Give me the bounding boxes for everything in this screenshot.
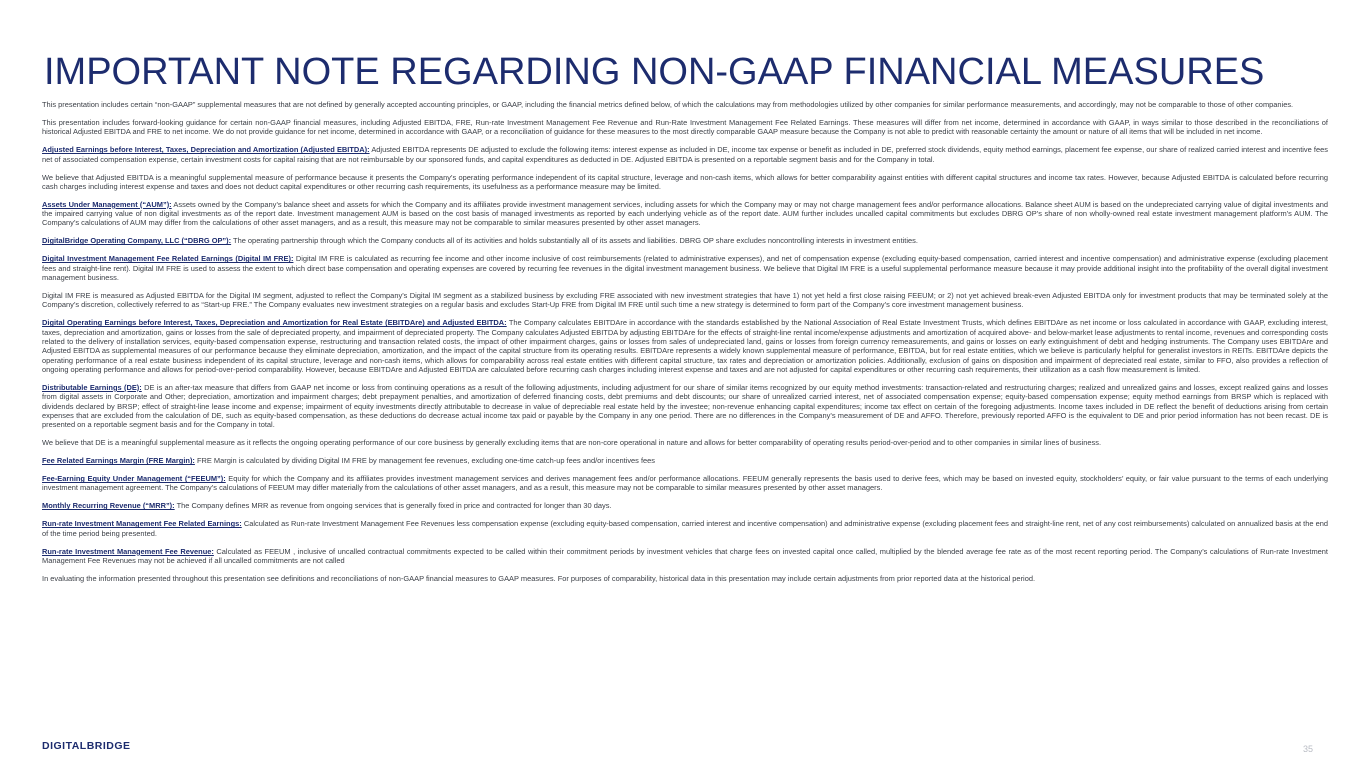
term-label: Run-rate Investment Management Fee Related Earnings: bbox=[42, 519, 242, 529]
body-text bbox=[42, 100, 1328, 592]
paragraph-text: The Company defines MRR as revenue from ongoing services that is generally fixed in price and contracted for longer than 30 days. bbox=[174, 501, 612, 511]
paragraph bbox=[42, 383, 1328, 430]
paragraph bbox=[42, 474, 1328, 493]
paragraph-text: Equity for which the Company and its affiliates provides investment management services and derives management fees and/or performance allocations. FEEUM generally represents the basis used to derive fees, which may be based on invested equity, stockholders’ equity, or fair value pursuant to the terms of each underlying investment management agreement. The Company’s calculations of FEEUM may differ materially from the calculations of other asset managers, and as a result, this measure may not be comparable to similar measures presented by other asset managers. bbox=[42, 474, 1328, 493]
paragraph-text: Assets owned by the Company’s balance sheet and assets for which the Company and its affiliates provide investment management services, including assets for which the Company may or may not charge management fees and/or performance allocations. Balance sheet AUM is based on the undepreciated carrying value of digital investments and the impaired carrying value of non digital investments as of the report date. Investment management AUM is based on the cost basis of managed investments as reported by each underlying vehicle as of the report date. AUM further includes uncalled capital commitments but excludes DBRG OP’s share of non wholly-owned real estate investment management platform’s AUM. The Company’s calculations of AUM may differ from the calculations of other asset managers, and as a result, this measure may not be comparable to similar measures presented by other asset managers. bbox=[42, 199, 1328, 228]
paragraph-text: The Company calculates EBITDAre in accordance with the standards established by the National Association of Real Estate Investment Trusts, which defines EBITDAre as net income or loss calculated in accordance with GAAP, excluding interest, taxes, depreciation and amortization, gains or losses from the sale of depreciated property, and impairment of depreciated property. The Company calculates Adjusted EBITDA by adjusting EBITDAre for the effects of straight-line rental income/expense adjustments and amortization of acquired above- and below-market lease adjustments to rental income, revenues and corresponding costs related to the delivery of installation services, equity-based compensation expense, restructuring and transaction related costs, the impact of other impairment charges, gains or losses from sales of undepreciated land, gains or losses from foreign currency remeasurements, and gains or losses on early extinguishment of debt and hedging instruments. The Company uses EBITDAre and Adjusted EBITDA as supplemental measures of our performance because they eliminate depreciation, amortization, and the impact of the capital structure from its operating results. EBITDAre represents a widely known supplemental measure of performance, EBITDA, but for real estate entities, which we believe is particularly helpful for generalist investors in REITs. EBITDAre depicts the operating performance of a real estate business independent of its capital structure, leverage and non-cash items, which allows for comparability across real estate entities with different capital structure, tax rates and depreciation or amortization policies. Additionally, exclusion of gains on disposition and impairment of depreciated real estate, similar to FFO, also provides a reflection of ongoing operating performance and allows for period-over-period comparability. However, because EBITDAre and Adjusted EBITDA are calculated before recurring cash charges including interest expense and taxes and are not adjusted for capital expenditures or other recurring cash requirements, their utilization as a cash flow measurement is limited. bbox=[42, 318, 1329, 374]
logo-text: DIGITALBRIDGE bbox=[42, 740, 131, 752]
term-label: Monthly Recurring Revenue (“MRR”): bbox=[42, 501, 175, 511]
paragraph bbox=[42, 100, 1328, 109]
page-title: IMPORTANT NOTE REGARDING NON-GAAP FINANCIAL MEASURES bbox=[44, 51, 1265, 93]
term-label: Distributable Earnings (DE): bbox=[42, 382, 142, 392]
paragraph-text: FRE Margin is calculated by dividing Digital IM FRE by management fee revenues, excluding one-time catch-up fees and/or incentives fees bbox=[194, 456, 656, 466]
paragraph-text: Adjusted EBITDA represents DE adjusted to exclude the following items: interest expense as included in DE, income tax expense or benefit as included in DE, preferred stock dividends, equity method earnings, placement fee expense, our share of realized carried interest and incentive fees net of associated compensation expense, certain investment costs for capital raising that are not reimbursable by our sponsored funds, and capital expenditures as deducted in DE. Adjusted EBITDA is presented on a reportable segment basis and for the Company in total. bbox=[42, 145, 1328, 164]
term-label: Fee Related Earnings Margin (FRE Margin): bbox=[42, 456, 195, 466]
paragraph bbox=[42, 438, 1328, 447]
paragraph bbox=[42, 291, 1328, 310]
paragraph-text: This presentation includes certain “non-GAAP” supplemental measures that are not defined by generally accepted accounting principles, or GAAP, including the financial metrics defined below, of which the calculations may from methodologies utilized by other companies for similar performance measurements, and accordingly, may not be comparable to those of other companies. bbox=[42, 100, 1294, 109]
paragraph-text: This presentation includes forward-looking guidance for certain non-GAAP financial measures, including Adjusted EBITDA, FRE, Run-rate Investment Management Fee Revenue and Run-Rate Investment Management Fee Related Earnings. These measures will differ from net income, determined in accordance with GAAP, in ways similar to those described in the reconciliations of historical Adjusted EBITDA and FRE to net income. We do not provide guidance for net income, determined in accordance with GAAP, or a reconciliation of guidance for these measures to the most directly comparable GAAP measure because the Company is not able to predict with reasonable certainty the amount or nature of all items that will be included in net income. bbox=[42, 117, 1328, 137]
paragraph-text: Calculated as Run-rate Investment Management Fee Revenues less compensation expense (excluding equity-based compensation, carried interest and incentive compensation) and administrative expense (excluding placement fees and straight-line rent, net of any cost reimbursements) calculated on annualized basis at the end of the time period being presented. bbox=[42, 519, 1328, 538]
paragraph bbox=[42, 318, 1328, 374]
term-label: Fee-Earning Equity Under Management (“FEEUM”): bbox=[42, 474, 226, 484]
paragraph bbox=[42, 254, 1328, 282]
paragraph bbox=[42, 456, 1328, 465]
term-label: Run-rate Investment Management Fee Revenue: bbox=[42, 546, 214, 556]
paragraph-text: In evaluating the information presented throughout this presentation see definitions and reconciliations of non-GAAP financial measures to GAAP measures. For purposes of comparability, historical data in this presentation may include certain adjustments from prior reported data at the historical period. bbox=[42, 573, 1036, 583]
paragraph-text: We believe that Adjusted EBITDA is a meaningful supplemental measure of performance because it presents the Company’s operating performance independent of its capital structure, leverage and non-cash items, which allows for better comparability against entities with different capital structures and income tax rates. However, because Adjusted EBITDA is calculated before recurring cash charges including interest expense and taxes and does not deduct capital expenditures or other recurring cash requirements, its usefulness as a performance measure may be limited. bbox=[42, 172, 1328, 191]
paragraph bbox=[42, 173, 1328, 192]
term-label: Digital Operating Earnings before Interest, Taxes, Depreciation and Amortization for Real Estate (EBITDAre) and Adjusted EBITDA: bbox=[42, 318, 507, 328]
paragraph-text: Digital IM FRE is measured as Adjusted EBITDA for the Digital IM segment, adjusted to reflect the Company’s Digital IM segment as a stabilized business by excluding FRE associated with new investment strategies that have 1) not yet held a first close raising FEEUM; or 2) not yet achieved break-even Adjusted EBITDA only for investment products that may be terminated solely at the Company’s discretion, collectively referred to as “Start-up FRE.” The Company evaluates new investment strategies on a regular basis and excludes Start-Up FRE from Digital IM FRE until such time a new strategy is determined to form part of the Company’s core investment management business. bbox=[42, 290, 1328, 310]
paragraph bbox=[42, 118, 1328, 137]
term-label: Digital Investment Management Fee Related Earnings (Digital IM FRE): bbox=[42, 254, 294, 264]
paragraph bbox=[42, 547, 1328, 566]
paragraph-text: We believe that DE is a meaningful supplemental measure as it reflects the ongoing operating performance of our core business by generally excluding items that are non-core operational in nature and allows for better comparability of operating results period-over-period and to other companies in similar lines of business. bbox=[42, 438, 1102, 448]
paragraph bbox=[42, 501, 1328, 510]
digitalbridge-logo bbox=[42, 740, 131, 752]
paragraph-text: DE is an after-tax measure that differs from GAAP net income or loss from continuing operations as a result of the following adjustments, including adjustment for our share of similar items recognized by our equity method investments: transaction-related and restructuring charges; realized and unrealized gains and losses, except realized gains and losses from digital assets in Corporate and Other; depreciation, amortization and impairment charges; debt prepayment penalties, and amortization of deferred financing costs, debt premiums and debt discounts; our share of unrealized carried interest, net of associated compensation expense; equity-based compensation expense; equity method earnings from BRSP which is replaced with dividends declared by BRSP; effect of straight-line lease income and expense; impairment of equity investments directly attributable to decrease in value of depreciable real estate held by the investee; non-revenue enhancing capital expenditures; income tax effect on certain of the foregoing adjustments. Income taxes included in DE reflect the benefit of deductions arising from certain expenses that are excluded from the calculation of DE, such as equity-based compensation, as these deductions do decrease actual income tax paid or payable by the Company in any one period. There are no differences in the Company’s measurement of DE and AFFO. Therefore, previously reported AFFO is the equivalent to DE and prior period information has not been recast. DE is presented on a reportable segment basis and for the Company in total. bbox=[42, 382, 1328, 430]
paragraph-text: Calculated as FEEUM , inclusive of uncalled contractual commitments expected to be called within their commitment periods by investment vehicles that charge fees on invested capital once called, multiplied by the blended average fee rate as of the most recent reporting period. The Company’s calculations of Run-rate Investment Management Fee Revenues may not be achieved if all uncalled commitments are not called bbox=[42, 546, 1328, 565]
paragraph bbox=[42, 200, 1328, 228]
paragraph bbox=[42, 519, 1328, 538]
paragraph bbox=[42, 145, 1328, 164]
term-label: Assets Under Management (“AUM”): bbox=[42, 199, 172, 209]
paragraph bbox=[42, 236, 1328, 245]
paragraph bbox=[42, 574, 1328, 583]
term-label: Adjusted Earnings before Interest, Taxes, Depreciation and Amortization (Adjusted EBITDA): bbox=[42, 145, 370, 155]
paragraph-text: Digital IM FRE is calculated as recurring fee income and other income inclusive of cost reimbursements (related to administrative expenses), and net of compensation expense (excluding equity-based compensation, carried interest and incentive compensation) and administrative expense (excluding placement fees and straight-line rent). Digital IM FRE is used to assess the extent to which direct base compensation and operating expenses are covered by recurring fee revenues in the digital investment management business. We believe that Digital IM FRE is a useful supplemental performance measure because it may provide additional insight into the profitability of the overall digital investment management business. bbox=[42, 254, 1328, 283]
term-label: DigitalBridge Operating Company, LLC (“DBRG OP”): bbox=[42, 236, 232, 246]
page-number: 35 bbox=[1302, 744, 1313, 754]
paragraph-text: The operating partnership through which the Company conducts all of its activities and holds substantially all of its assets and liabilities. DBRG OP share excludes noncontrolling interests in investment entities. bbox=[231, 236, 918, 246]
